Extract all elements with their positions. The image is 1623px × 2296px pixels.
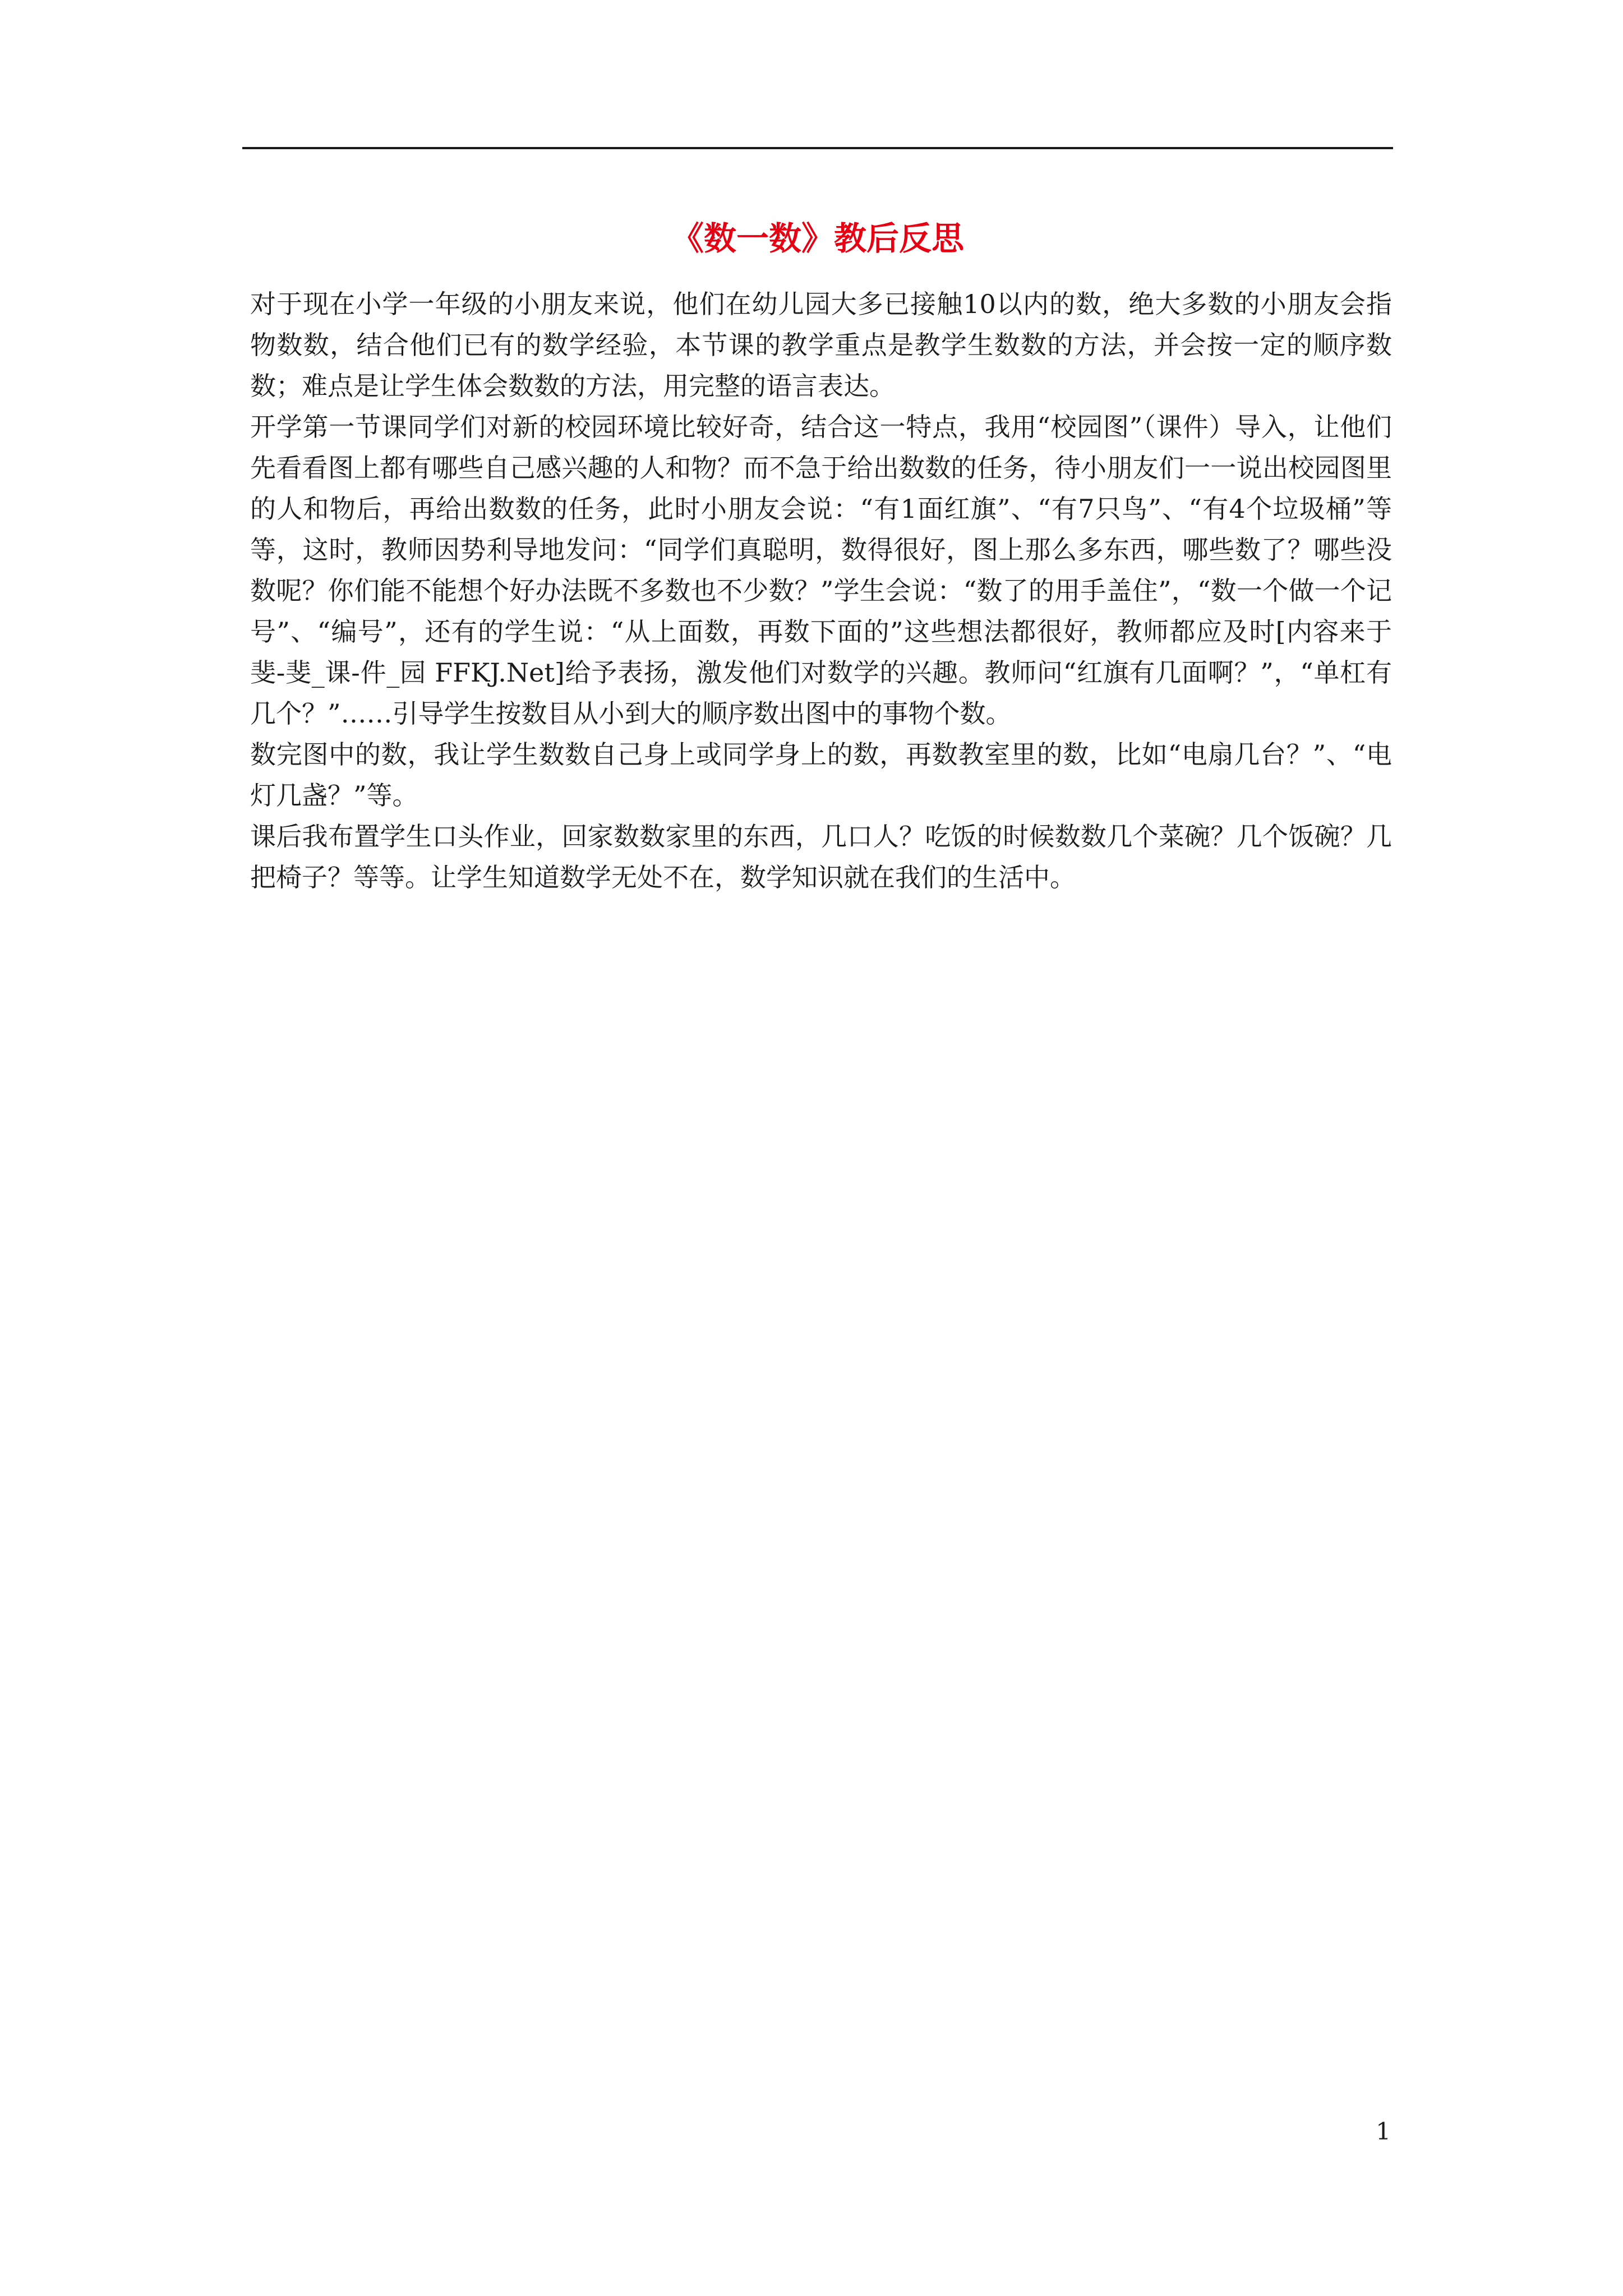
paragraph-2: 开学第一节课同学们对新的校园环境比较好奇，结合这一特点，我用“校园图”（课件）导入，让他们先看看图上都有哪些自己感兴趣的人和物？而不急于给出数数的任务，待小朋友们一一说出校园图里的人和物后，再给出数数的任务，此时小朋友会说：“有1面红旗”、“有7只鸟”、“有4个垃圾桶”等等，这时，教师因势利导地发问：“同学们真聪明，数得很好，图上那么多东西，哪些数了？哪些没数呢？你们能不能想个好办法既不多数也不少数？”学生会说：“数了的用手盖住”，“数一个做一个记号”、“编号”，还有的学生说：“从上面数，再数下面的”这些想法都很好，教师都应及时[内容来于斐-斐_课-件_园 FFKJ.Net]给予表扬，激发他们对数学的兴趣。教师问“红旗有几面啊？”，“单杠有几个？”……引导学生按数目从小到大的顺序数出图中的事物个数。	[250, 412, 1392, 729]
paragraph-4: 课后我布置学生口头作业，回家数数家里的东西，几口人？吃饭的时候数数几个菜碗？几个饭碗？几把椅子？等等。让学生知道数学无处不在，数学知识就在我们的生活中。	[250, 821, 1392, 892]
paragraph-1: 对于现在小学一年级的小朋友来说，他们在幼儿园大多已接触10以内的数，绝大多数的小朋友会指物数数，结合他们已有的数学经验，本节课的教学重点是教学生数数的方法，并会按一定的顺序数数；难点是让学生体会数数的方法，用完整的语言表达。	[250, 289, 1392, 401]
header-rule	[242, 147, 1393, 149]
document-title: 《数一数》教后反思	[671, 219, 964, 257]
document-body	[250, 284, 1392, 898]
paragraph-3: 数完图中的数，我让学生数数自己身上或同学身上的数，再数教室里的数，比如“电扇几台？”、“电灯几盏？”等。	[250, 739, 1392, 811]
page-number: 1	[1376, 2118, 1391, 2145]
